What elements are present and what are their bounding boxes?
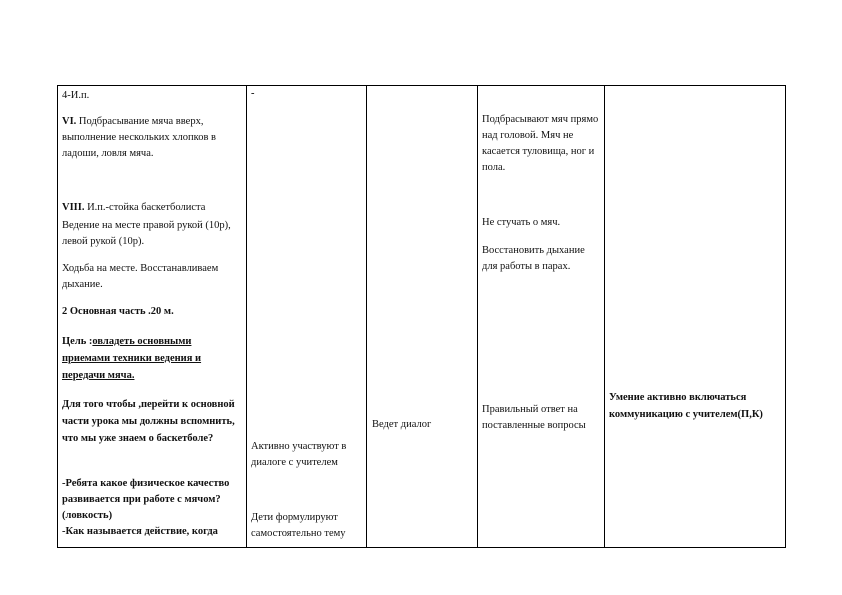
column-divider-2 <box>366 85 367 548</box>
table-border-right <box>785 85 786 548</box>
table-border-left <box>57 85 58 548</box>
question-3: -Как называется действие, когда <box>62 526 218 537</box>
goal-text: овладеть основными приемами техники ведения и передачи мяча. <box>62 336 202 381</box>
column-divider-4 <box>604 85 605 548</box>
col5-skill: Умение активно включаться коммуникацию с учителем(П,К) <box>609 392 763 420</box>
exercise-8-dribbling: Ведение на месте правой рукой (10р), левой рукой (10р). <box>62 220 231 247</box>
question-1: Для того чтобы ,перейти к основной части урока мы должны вспомнить, что мы уже знаем о баскетболе? <box>62 399 235 444</box>
goal-label: Цель : <box>62 336 93 347</box>
exercise-8-text: И.п.-стойка баскетболиста <box>84 202 206 213</box>
table-border-bottom <box>57 547 786 548</box>
col4-restore-breathing: Восстановить дыхание для работы в парах. <box>482 245 585 272</box>
col3-dialog: Ведет диалог <box>372 419 432 430</box>
exercise-6-number: VI. <box>62 116 77 127</box>
col2-dash: - <box>251 88 255 99</box>
exercise-6 <box>62 114 244 162</box>
exercise-6-text: Подбрасывание мяча вверх, выполнение нескольких хлопков в ладоши, ловля мяча. <box>62 116 217 159</box>
col2-formulate-topic: Дети формулируют самостоятельно тему <box>251 512 346 539</box>
col4-correct-answer: Правильный ответ на поставленные вопросы <box>482 404 586 431</box>
walking-text: Ходьба на месте. Восстанавливаем дыхание. <box>62 263 219 290</box>
col2-active-dialog: Активно участвуют в диалоге с учителем <box>251 441 347 468</box>
table-border-top <box>57 85 786 86</box>
exercise-8 <box>62 200 244 216</box>
col4-no-knock: Не стучать о мяч. <box>482 217 561 228</box>
col4-toss-description: Подбрасывают мяч прямо над головой. Мяч не касается туловища, ног и пола. <box>482 114 599 173</box>
goal-paragraph <box>62 333 240 384</box>
column-divider-3 <box>477 85 478 548</box>
main-part-heading: 2 Основная часть .20 м. <box>62 306 174 317</box>
exercise-8-number: VIII. <box>62 202 85 213</box>
ip-4-label: 4-И.п. <box>62 90 90 101</box>
question-2: -Ребята какое физическое качество развивается при работе с мячом?(ловкость) <box>62 478 230 521</box>
column-divider-1 <box>246 85 247 548</box>
